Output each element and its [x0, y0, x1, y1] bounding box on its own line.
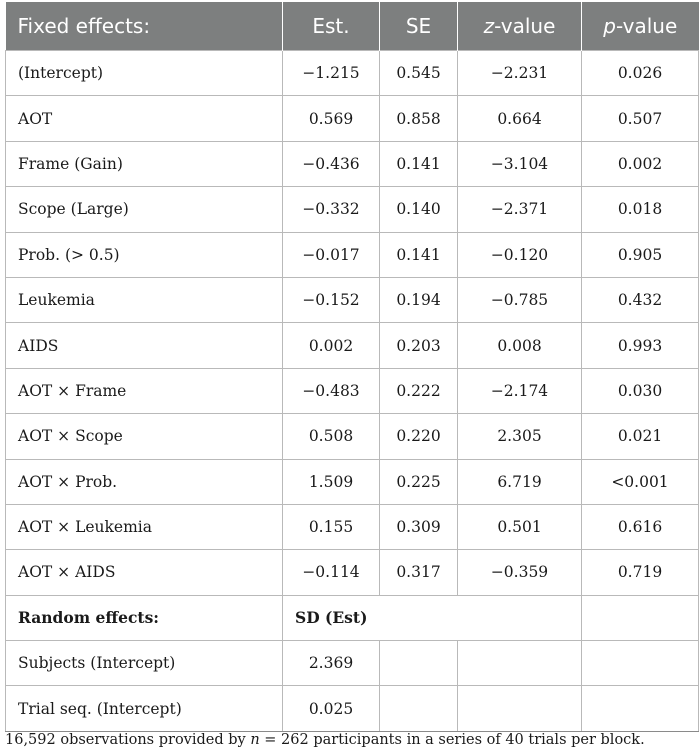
p-value-cell: <0.001: [582, 459, 699, 504]
header-estimate: Est.: [283, 2, 380, 51]
table-row: [6, 550, 699, 595]
p-value-cell: 0.018: [582, 187, 699, 232]
se-cell: 0.220: [380, 414, 458, 459]
z-value-cell: 6.719: [458, 459, 582, 504]
estimate-cell: −0.017: [283, 232, 380, 277]
p-value-cell: 0.719: [582, 550, 699, 595]
estimate-cell: −1.215: [283, 51, 380, 96]
footnote-text-end: = 262 participants in a series of 40 trials per block.: [259, 732, 645, 748]
se-cell: 0.141: [380, 232, 458, 277]
se-cell: 0.222: [380, 368, 458, 413]
table-row: [6, 51, 699, 96]
header-z-value: [458, 2, 582, 51]
se-cell: 0.140: [380, 187, 458, 232]
row-label: (Intercept): [6, 51, 283, 96]
z-value-cell: −3.104: [458, 141, 582, 186]
row-label: AOT × Scope: [6, 414, 283, 459]
z-value-cell: −2.371: [458, 187, 582, 232]
table-row: [6, 414, 699, 459]
estimate-cell: −0.114: [283, 550, 380, 595]
header-z-symbol: z: [483, 14, 495, 38]
p-value-cell: 0.507: [582, 96, 699, 141]
p-value-cell: 0.616: [582, 504, 699, 549]
z-value-cell: 0.501: [458, 504, 582, 549]
sd-value-cell: 0.025: [283, 686, 380, 731]
z-value-cell: 2.305: [458, 414, 582, 459]
row-label: AOT × Frame: [6, 368, 283, 413]
row-label: AIDS: [6, 323, 283, 368]
z-value-cell: −0.359: [458, 550, 582, 595]
header-z-suffix: -value: [494, 14, 556, 38]
table-row: [6, 141, 699, 186]
sd-est-label: SD (Est): [283, 595, 582, 640]
z-value-cell: −2.231: [458, 51, 582, 96]
estimate-cell: 0.155: [283, 504, 380, 549]
row-label: AOT: [6, 96, 283, 141]
se-cell: 0.225: [380, 459, 458, 504]
p-value-cell: 0.905: [582, 232, 699, 277]
empty-cell: [458, 641, 582, 686]
z-value-cell: 0.664: [458, 96, 582, 141]
estimate-cell: −0.483: [283, 368, 380, 413]
table-row: [6, 187, 699, 232]
table-row: [6, 504, 699, 549]
p-value-cell: 0.026: [582, 51, 699, 96]
estimate-cell: 1.509: [283, 459, 380, 504]
estimate-cell: 0.002: [283, 323, 380, 368]
p-value-cell: 0.993: [582, 323, 699, 368]
p-value-cell: 0.021: [582, 414, 699, 459]
row-label: Prob. (> 0.5): [6, 232, 283, 277]
empty-cell: [458, 686, 582, 731]
footnote-n-symbol: n: [250, 732, 260, 748]
se-cell: 0.141: [380, 141, 458, 186]
estimate-cell: −0.152: [283, 277, 380, 322]
z-value-cell: 0.008: [458, 323, 582, 368]
header-row: [6, 2, 699, 51]
estimate-cell: −0.436: [283, 141, 380, 186]
se-cell: 0.203: [380, 323, 458, 368]
se-cell: 0.858: [380, 96, 458, 141]
header-se: SE: [380, 2, 458, 51]
empty-cell: [380, 686, 458, 731]
row-label: Leukemia: [6, 277, 283, 322]
p-value-cell: 0.432: [582, 277, 699, 322]
header-fixed-effects: Fixed effects:: [6, 2, 283, 51]
sd-value-cell: 2.369: [283, 641, 380, 686]
random-effects-header-row: [6, 595, 699, 640]
empty-cell: [582, 686, 699, 731]
estimate-cell: 0.569: [283, 96, 380, 141]
p-value-cell: 0.030: [582, 368, 699, 413]
regression-table: [5, 2, 699, 732]
estimate-cell: 0.508: [283, 414, 380, 459]
table-row: [6, 277, 699, 322]
row-label: AOT × AIDS: [6, 550, 283, 595]
row-label: Subjects (Intercept): [6, 641, 283, 686]
z-value-cell: −0.120: [458, 232, 582, 277]
table-row: [6, 459, 699, 504]
row-label: Trial seq. (Intercept): [6, 686, 283, 731]
empty-cell: [380, 641, 458, 686]
se-cell: 0.194: [380, 277, 458, 322]
empty-cell: [582, 595, 699, 640]
z-value-cell: −0.785: [458, 277, 582, 322]
table-row: [6, 368, 699, 413]
row-label: Frame (Gain): [6, 141, 283, 186]
table-row: [6, 96, 699, 141]
p-value-cell: 0.002: [582, 141, 699, 186]
empty-cell: [582, 641, 699, 686]
estimate-cell: −0.332: [283, 187, 380, 232]
header-p-value: [582, 2, 699, 51]
random-effects-row: [6, 686, 699, 731]
table-row: [6, 232, 699, 277]
random-effects-label: Random effects:: [6, 595, 283, 640]
row-label: AOT × Prob.: [6, 459, 283, 504]
header-p-symbol: p: [603, 14, 616, 38]
z-value-cell: −2.174: [458, 368, 582, 413]
random-effects-row: [6, 641, 699, 686]
header-p-suffix: -value: [615, 14, 678, 38]
se-cell: 0.545: [380, 51, 458, 96]
row-label: AOT × Leukemia: [6, 504, 283, 549]
se-cell: 0.309: [380, 504, 458, 549]
row-label: Scope (Large): [6, 187, 283, 232]
footnote-text-start: 16,592 observations provided by: [5, 732, 251, 748]
table-row: [6, 323, 699, 368]
table-footnote: [5, 732, 645, 748]
se-cell: 0.317: [380, 550, 458, 595]
